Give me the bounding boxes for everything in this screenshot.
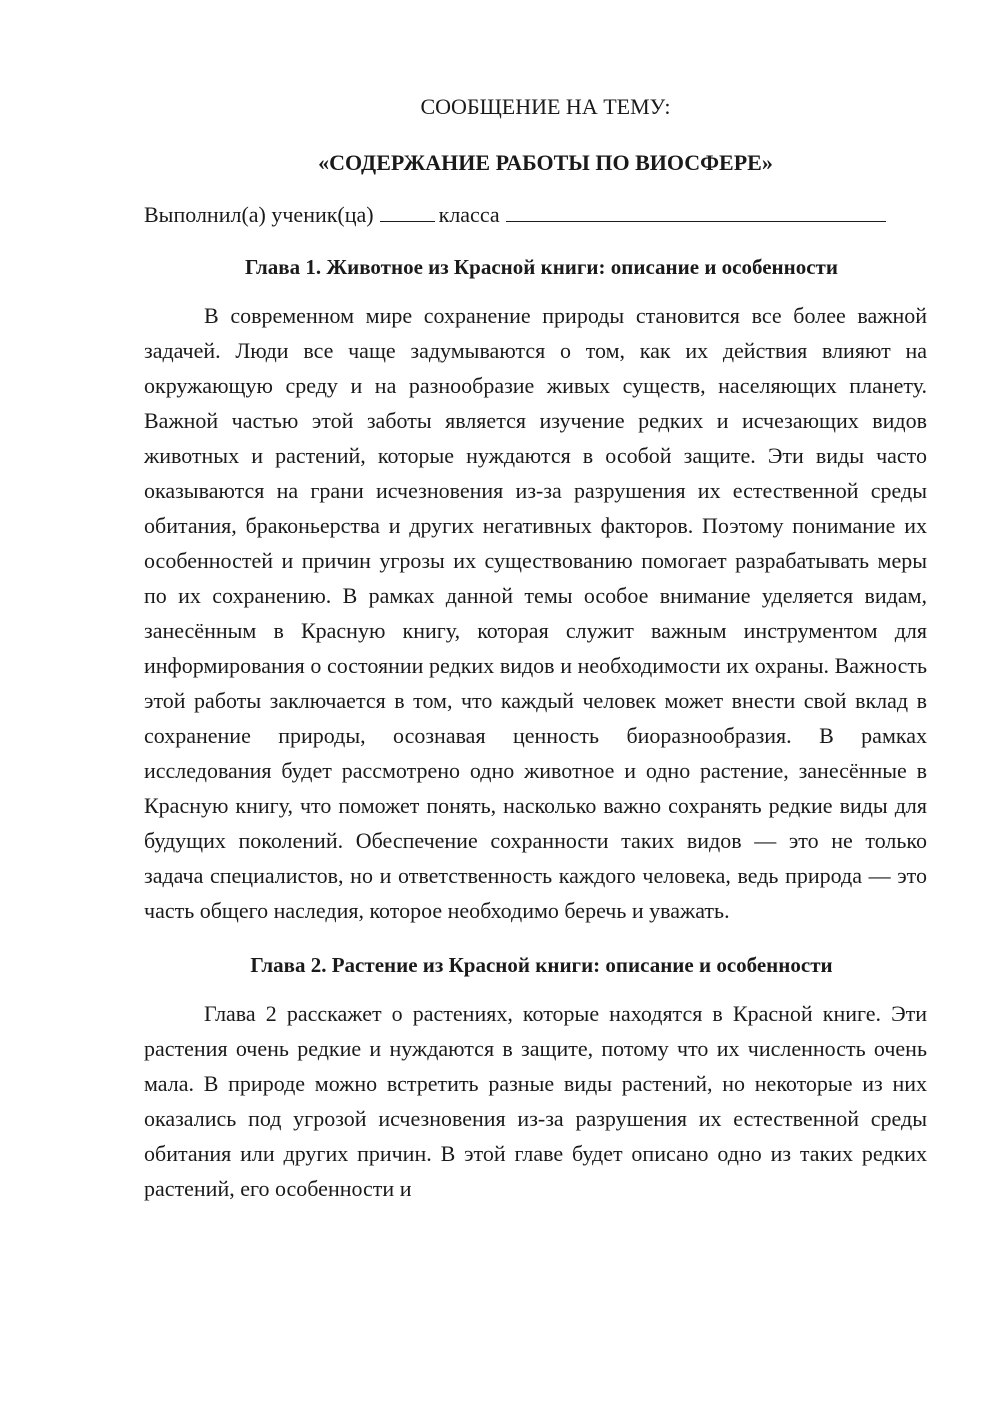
chapter2-paragraph: Глава 2 расскажет о растениях, которые находятся в Красной книге. Эти растения очень редкие и нуждаются в защите, потому что их численность очень мала. В природе можно встретить разные виды растений, но некоторые из них оказались под угрозой исчезновения из-за разрушения их естественной среды обитания или других причин. В этой главе будет описано одно из таких редких растений, его особенности и [144, 1001, 927, 1201]
document-title-line2: «СОДЕРЖАНИЕ РАБОТЫ ПО ВИОСФЕРЕ» [318, 150, 773, 175]
chapter1-heading: Глава 1. Животное из Красной книги: описание и особенности [245, 255, 838, 279]
author-name-blank [506, 201, 886, 222]
class-label: класса [438, 202, 500, 227]
chapter2-heading: Глава 2. Растение из Красной книги: описание и особенности [250, 953, 833, 977]
author-line [144, 200, 927, 230]
chapter1-paragraph: В современном мире сохранение природы становится все более важной задачей. Люди все чаще задумываются о том, как их действия влияют на окружающую среду и на разнообразие живых существ, населяющих планету. Важной частью этой заботы является изучение редких и исчезающих видов животных и растений, которые нуждаются в особой защите. Эти виды часто оказываются на грани исчезновения из-за разрушения их естественной среды обитания, браконьерства и других негативных факторов. Поэтому понимание их особенностей и причин угрозы их существованию помогает разрабатывать меры по их сохранению. В рамках данной темы особое внимание уделяется видам, занесённым в Красную книгу, которая служит важным инструментом для информирования о состоянии редких видов и необходимости их охраны. Важность этой работы заключается в том, что каждый человек может внести свой вклад в сохранение природы, осознавая ценность биоразнообразия. В рамках исследования будет рассмотрено одно животное и одно растение, занесённые в Красную книгу, что поможет понять, насколько важно сохранять редкие виды для будущих поколений. Обеспечение сохранности таких видов — это не только задача специалистов, но и ответственность каждого человека, ведь природа — это часть общего наследия, которое необходимо беречь и уважать. [144, 303, 927, 923]
class-number-blank [380, 201, 435, 222]
document-title-line1: СООБЩЕНИЕ НА ТЕМУ: [420, 94, 671, 119]
author-label: Выполнил(а) ученик(ца) [144, 202, 374, 227]
